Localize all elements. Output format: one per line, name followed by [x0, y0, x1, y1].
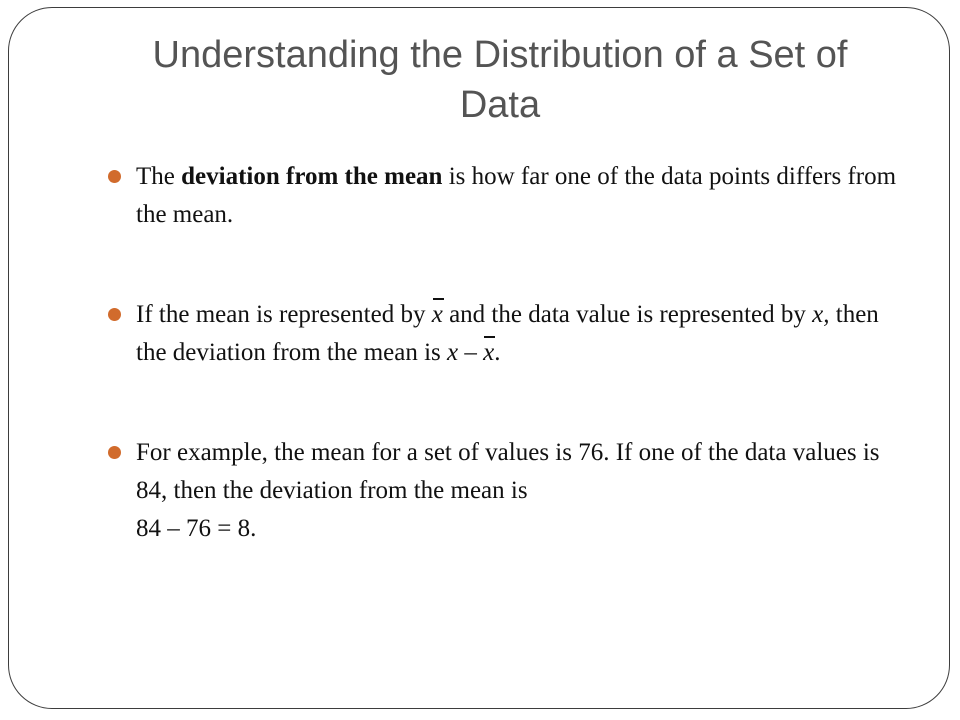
expression-x: x [447, 339, 459, 366]
bullet-deviation-formula [108, 296, 898, 372]
bullet-dot-icon [108, 446, 121, 459]
bullet-deviation-definition [108, 158, 898, 234]
expression-minus: – [458, 339, 484, 366]
x-bar-symbol: x [432, 296, 443, 334]
x-symbol: x, [812, 301, 830, 328]
expression-x-bar: x [483, 334, 494, 372]
deviation-term: deviation from the mean [181, 163, 443, 190]
example-calculation: 84 – 76 = 8. [136, 515, 257, 542]
bullet-text-post: is how far one of the data points differs from the mean. [136, 163, 897, 228]
bullet-list [108, 158, 898, 548]
bullet-dot-icon [108, 308, 121, 321]
bullet-dot-icon [108, 170, 121, 183]
formula-text-part3: then the deviation from the mean is [136, 301, 879, 366]
slide-title: Understanding the Distribution of a Set of Data [152, 34, 848, 126]
example-text: For example, the mean for a set of values is 76. If one of the data values is 84, then the deviation from the mean is [136, 439, 880, 504]
expression-end: . [494, 339, 501, 366]
bullet-text-pre: The [136, 163, 182, 190]
formula-text-part1: If the mean is represented by [136, 301, 432, 328]
bullet-example [108, 434, 898, 548]
formula-text-part2: and the data value is represented by [442, 301, 813, 328]
